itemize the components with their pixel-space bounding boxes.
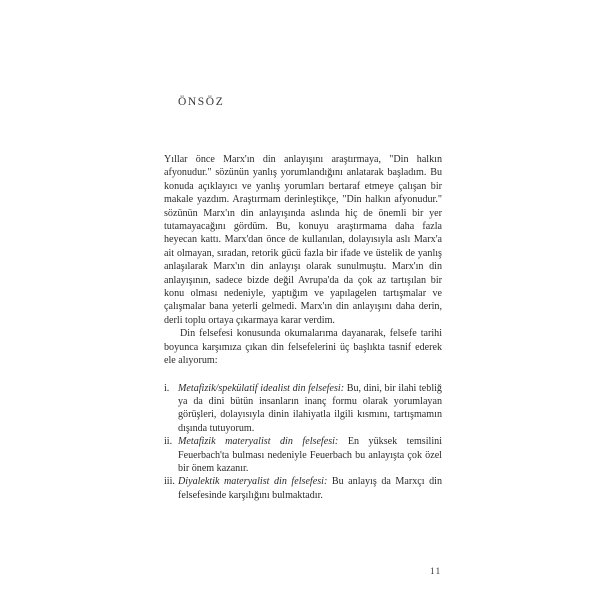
list-item-number: i. — [164, 382, 170, 394]
list-item-number: ii. — [164, 436, 173, 448]
list-item-text: En yüksek temsilini Feuerbach'ta bulması nedeniyle Feuerbach bu anlayışta çok özel bir önem kazanır. — [178, 436, 442, 474]
list-item-title: Diyalektik materyalist din felsefesi: — [178, 476, 328, 488]
list-item-number: iii. — [164, 476, 175, 488]
paragraph-1: Yıllar önce Marx'ın din anlayışını araştırmaya, "Din halkın afyonudur." sözünün yanlış yorumlandığını anlatarak başladım. Bu konuda açıklayıcı ve yanlış yorumları bertaraf etmeye çalışan bir makale yazdım. Araştırmam derinleştikçe, "Din halkın afyonudur." sözünün Marx'ın din anlayışında aslında hiç de önemli bir yer tutamayacağını gördüm. Bu, konuyu araştırmama daha fazla heyecan kattı. Marx'dan önce de kullanılan, dolayısıyla aslı Marx'a ait olmayan, sıradan, retorik gücü fazla bir ifade ve üstelik de yanlış anlaşılarak Marx'ın din anlayışı olarak sunulmuştu. Marx'ın din anlayışının, sadece bizde değil Avrupa'da da çok az tartışılan bir konu olması nedeniyle, yaptığım ve yapılagelen tartışmalar ve çalışmalar bana yeterli gelmedi. Marx'ın din anlayışını daha derin, derli toplu ortaya çıkarmaya karar verdim. — [164, 154, 442, 326]
chapter-heading: ÖNSÖZ — [178, 96, 225, 108]
list-item-title: Metafizik/spekülatif idealist din felsefesi: — [178, 382, 345, 394]
classification-list — [164, 382, 442, 503]
page-number: 11 — [430, 566, 442, 576]
list-item — [164, 475, 442, 502]
list-item-text: Bu, dini, bir ilahi tebliğ ya da dini bütün insanların inanç formu olarak yorumlayan görüşleri, dolayısıyla dinin ilahiyatla ilgili kısmını, tartışmamın dışında tutuyorum. — [178, 382, 442, 434]
paragraph-2: Din felsefesi konusunda okumalarıma dayanarak, felsefe tarihi boyunca karşımıza çıkan din felsefelerini üç başlıkta tasnif ederek ele alıyorum: — [164, 328, 442, 367]
list-item — [164, 435, 442, 475]
body-text — [164, 153, 442, 502]
list-item — [164, 382, 442, 436]
list-item-text: Bu anlayış da Marxçı din felsefesinde karşılığını bulmaktadır. — [178, 476, 442, 501]
list-item-title: Metafizik materyalist din felsefesi: — [178, 436, 339, 448]
